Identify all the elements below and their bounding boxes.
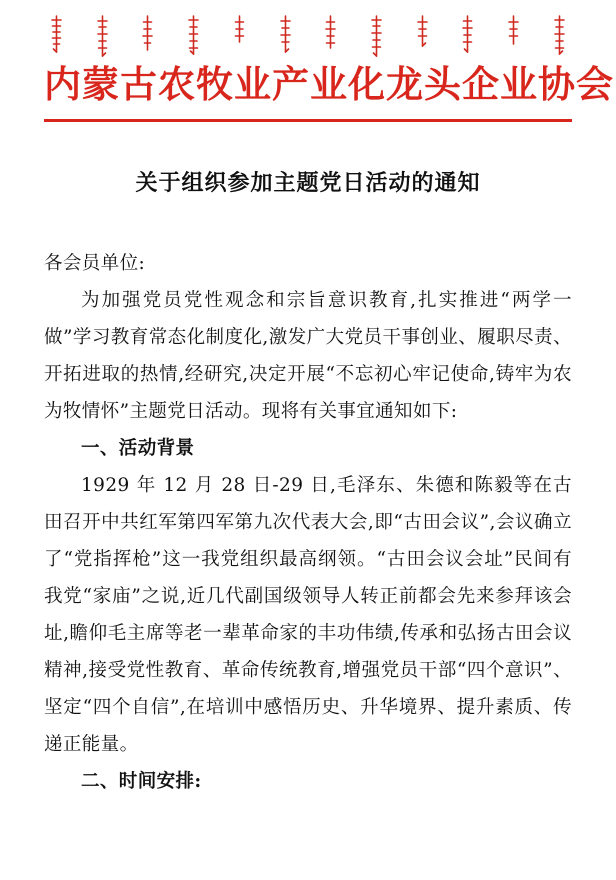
mongolian-glyph-column bbox=[96, 14, 109, 58]
salutation: 各会员单位: bbox=[44, 252, 146, 274]
mongolian-glyph-column bbox=[507, 14, 520, 46]
header-divider bbox=[44, 119, 572, 122]
mongolian-script-header bbox=[44, 0, 572, 56]
section-1-paragraph: 1929 年 12 月 28 日-29 日,毛泽东、朱德和陈毅等在古田召开中共红军第四军第九次代表大会,即“古田会议”,会议确立了“党指挥枪”这一我党组织最高纲领。“古田会议会址”民间有我党“家庙”之说,近几代副国级领导人转正前都会先来参拜该会址,瞻仰毛主席等老一辈革命家的丰功伟绩,传承和弘扬古田会议精神,接受党性教育、革命传统教育,增强党员干部“四个意识”、坚定“四个自信”,在培训中感悟历史、升华境界、提升素质、传递正能量。 bbox=[44, 474, 572, 755]
section-heading-1: 一、活动背景 bbox=[81, 437, 195, 459]
mongolian-glyph-column bbox=[370, 14, 383, 58]
mongolian-glyph-column bbox=[187, 14, 200, 56]
organization-title: 内蒙古农牧业产业化龙头企业协会 bbox=[44, 62, 614, 106]
page-title: 关于组织参加主题党日活动的通知 bbox=[135, 169, 481, 196]
mongolian-glyph-column bbox=[50, 14, 63, 54]
mongolian-glyph-column bbox=[324, 14, 337, 50]
mongolian-glyph-column bbox=[233, 14, 246, 44]
body-paragraph: 为加强党员党性观念和宗旨意识教育,扎实推进“两学一做”学习教育常态化制度化,激发广大党员干事创业、履职尽责、开拓进取的热情,经研究,决定开展“不忘初心牢记使命,铸牢为农为牧情怀”主题党日活动。现将有关事宜通知如下: bbox=[44, 289, 572, 422]
mongolian-glyph-column bbox=[416, 14, 429, 48]
mongolian-glyph-column bbox=[279, 14, 292, 54]
document-body bbox=[44, 245, 572, 800]
mongolian-glyph-column bbox=[461, 14, 474, 54]
mongolian-glyph-column bbox=[553, 14, 566, 56]
mongolian-glyph-column bbox=[141, 14, 154, 52]
section-heading-2: 二、时间安排: bbox=[81, 770, 202, 792]
